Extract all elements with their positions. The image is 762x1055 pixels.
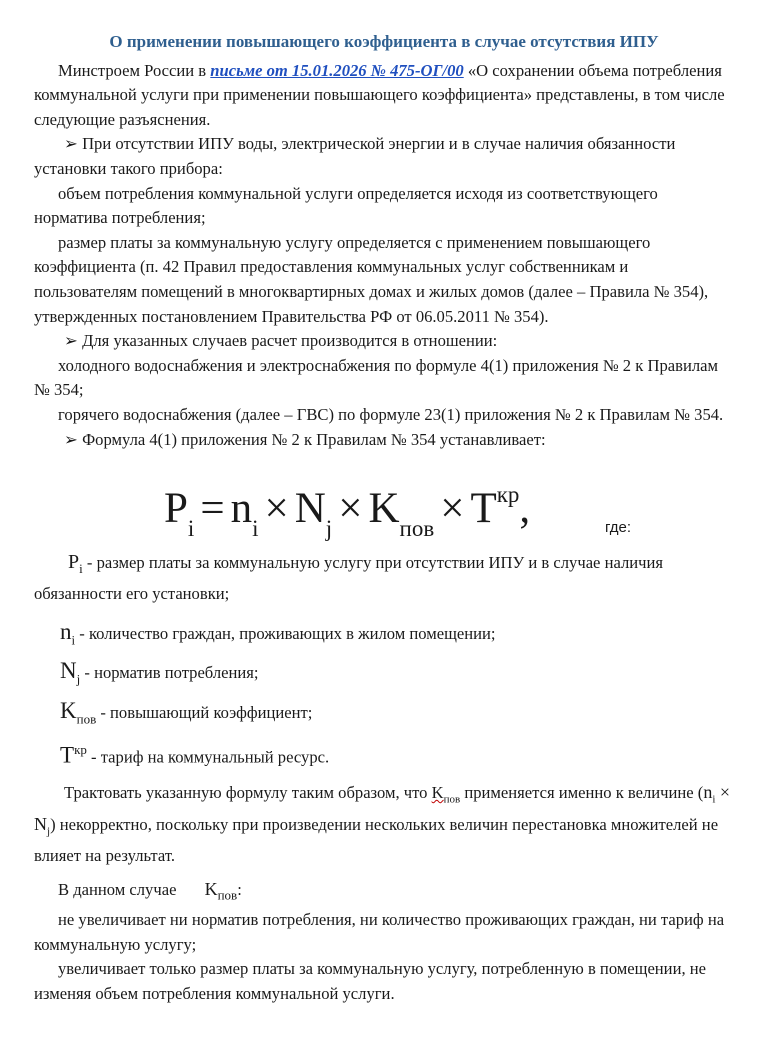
definition-item: $N_j$ - норматив потребления; [60,658,259,688]
arrow-bullet-icon: ➢ [64,134,78,154]
document [34,30,734,1007]
paragraph-6: увеличивает только размер платы за коммунальную услугу, потребленную в помещении, не изменяя объем потребления коммунальной услуги. [34,959,706,1004]
k-pov-symbol: $K_{пов}$ [204,879,238,903]
bullet-item-2 [34,329,734,354]
intro-suffix: «О сохранении объема потребления коммунальной услуги при применении повышающего коэффициента» представлены, в том числе следующие разъяснения. [34,60,725,129]
page-title: О применении повышающего коэффициента в случае отсутствия ИПУ [109,32,659,51]
intro-prefix: Минстроем России в [58,60,211,80]
bullet-text-2: Для указанных случаев расчет производится в отношении: [82,331,498,351]
definition-text: - размер платы за коммунальную услугу при отсутствии ИПУ и в случае наличия обязанности его установки; [34,553,663,603]
bullet-text-1: При отсутствии ИПУ воды, электрической энергии и в случае наличия обязанности установки такого прибора: [34,134,676,178]
definition-text: - повышающий коэффициент; [96,702,313,722]
definition-text: - норматив потребления; [80,663,259,683]
formula-block [34,462,734,548]
case-paragraph: В данном случае $K_{пов}$: [34,877,734,908]
paragraph-5: не увеличивает ни норматив потребления, ни количество проживающих граждан, ни тариф на коммунальную услугу; [34,910,725,954]
bullet-item-3 [34,428,734,453]
formula-expression: $P_i = n_i \times N_j \times K_{пов} \times T^{кр}$, [164,482,531,542]
definition-item: $n_i$ - количество граждан, проживающих в жилом помещении; [60,619,496,648]
k-pov-symbol: $K_{пов}$ [431,783,461,806]
paragraph-1: объем потребления коммунальной услуги определяется исходя из соответствующего норматива потребления; [34,183,658,228]
arrow-bullet-icon: ➢ [64,331,78,351]
paragraph-4: горячего водоснабжения (далее – ГВС) по формуле 23(1) приложения № 2 к Правилам № 354. [58,404,724,424]
arrow-bullet-icon: ➢ [64,429,78,449]
ni-nj-product: $n_i \times N_j$ [34,782,731,838]
definition-item: $T^{кр}$ - тариф на коммунальный ресурс. [60,741,330,768]
intro-paragraph [34,59,734,133]
paragraph-2: размер платы за коммунальную услугу определяется с применением повышающего коэффициента (п. 42 Правил предоставления коммунальных услуг собственникам и пользователям помещений в многоквартирных домах и жилых домов (далее – Правила № 354), утвержденных постановлением Правительства РФ от 06.05.2011 № 354). [34,232,709,326]
definition-text: - тариф на коммунальный ресурс. [86,747,330,767]
definition-item: $P_i$ - размер платы за коммунальную услугу при отсутствии ИПУ и в случае наличия обязанности его установки; [34,551,663,603]
definition-item: $K_{пов}$ - повышающий коэффициент; [60,697,313,727]
bullet-item-1 [34,132,734,181]
letter-link[interactable]: письме от 15.01.2026 № 475-ОГ/00 [210,60,464,80]
definition-text: - количество граждан, проживающих в жилом помещении; [75,624,496,644]
bullet-text-3: Формула 4(1) приложения № 2 к Правилам № 354 устанавливает: [82,429,546,449]
formula-where-label: где: [605,519,632,537]
interpretation-paragraph: Трактовать указанную формулу таким образом, что $K_{пов}$ применяется именно к величине $(n_i \times N_j)$ некорректно, поскольку при произведении нескольких величин перестановка множителей не влияет на результат. [34,782,731,866]
paragraph-3: холодного водоснабжения и электроснабжения по формуле 4(1) приложения № 2 к Правилам № 354; [34,355,718,400]
